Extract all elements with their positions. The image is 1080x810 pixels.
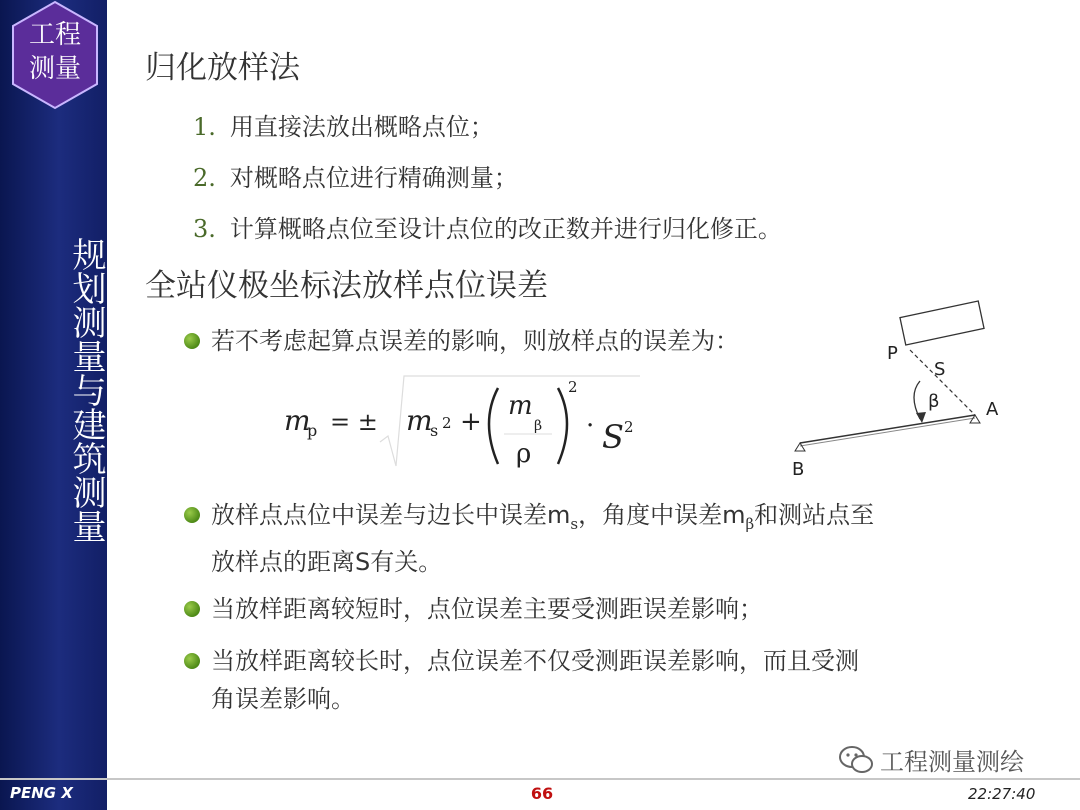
label-b: B (792, 459, 805, 480)
formula-frac-num: m (508, 391, 533, 421)
label-s: S (934, 359, 946, 380)
formula-lhs: m (284, 404, 311, 437)
label-p: P (887, 343, 898, 364)
sidebar-title (0, 200, 107, 580)
item-text: 对概略点位进行精确测量； (229, 164, 518, 192)
list-item (193, 107, 494, 142)
bullet2-sub-beta: β (745, 514, 755, 533)
formula-ms: m (406, 404, 433, 437)
polar-stakeout-diagram (780, 295, 1040, 490)
item-number: 1. (193, 113, 216, 141)
badge-line-2: 测量 (28, 54, 81, 84)
formula-ms-sub: s (430, 421, 439, 440)
watermark (838, 742, 1024, 777)
section-heading-2: 全站仪极坐标法放样点位误差 (145, 268, 548, 304)
badge-text (9, 18, 101, 86)
baseline-ab (800, 415, 975, 443)
item-text: 用直接法放出概略点位； (229, 113, 494, 141)
formula-frac-num-sub: β (534, 418, 543, 434)
page-number: 66 (530, 784, 554, 803)
formula-s: S (602, 418, 624, 456)
formula-dot: · (586, 411, 595, 441)
bullet4-part-a: 当放样距离较长时，点位误差不仅受测距误差影响，而且受测 (211, 647, 859, 675)
right-paren-icon (558, 388, 567, 464)
wechat-icon (838, 745, 874, 775)
point-b-marker-icon (795, 443, 805, 451)
bullet-text-3: 当放样距离较短时，点位误差主要受测距误差影响； (211, 595, 763, 623)
bullet-dot-icon (184, 601, 200, 617)
bullet2-part-c: 和测站点至 (754, 501, 875, 529)
watermark-text: 工程测量测绘 (880, 748, 1024, 776)
bullet-dot-icon (184, 507, 200, 523)
bullet4-part-b: 角误差影响。 (211, 685, 355, 713)
bullet2-part-a: 放样点点位中误差与边长中误差m (211, 501, 571, 529)
formula-s-sup: 2 (624, 418, 634, 436)
left-paren-icon (489, 388, 498, 464)
formula-lhs-sub: p (307, 421, 318, 440)
formula-frac-den: ρ (516, 439, 532, 469)
footer-divider (0, 778, 1080, 780)
error-formula (280, 370, 660, 480)
formula-pm: = ± (330, 408, 378, 436)
instrument-box-icon (900, 301, 984, 345)
bullet-dot-icon (184, 333, 200, 349)
item-number: 2. (193, 164, 216, 192)
formula-paren-sup: 2 (568, 378, 578, 396)
bullet-text-4 (211, 642, 1056, 718)
author-label: PENG X (10, 784, 73, 802)
bullet-text-2 (211, 496, 1056, 581)
list-item (193, 158, 518, 193)
bullet-text-1: 若不考虑起算点误差的影响，则放样点的误差为： (211, 327, 739, 355)
formula-ms-sup: 2 (442, 414, 452, 432)
badge-line-1: 工程 (28, 20, 81, 50)
label-beta: β (928, 391, 940, 412)
formula-plus: + (460, 407, 482, 437)
bullet2-part-b: ，角度中误差m (578, 501, 746, 529)
section-heading-1: 归化放样法 (145, 50, 300, 86)
bullet2-part-d: 放样点的距离S有关。 (211, 547, 443, 576)
sidebar-title-text: 规划测量与建筑测量 (66, 237, 106, 543)
item-number: 3. (193, 215, 216, 243)
list-item (193, 209, 782, 244)
bullet2-sub-s: s (570, 514, 579, 533)
item-text: 计算概略点位至设计点位的改正数并进行归化修正。 (229, 215, 782, 243)
sidebar (0, 0, 107, 810)
label-a: A (986, 399, 999, 420)
bullet-dot-icon (184, 653, 200, 669)
timestamp: 22:27:40 (968, 785, 1036, 803)
